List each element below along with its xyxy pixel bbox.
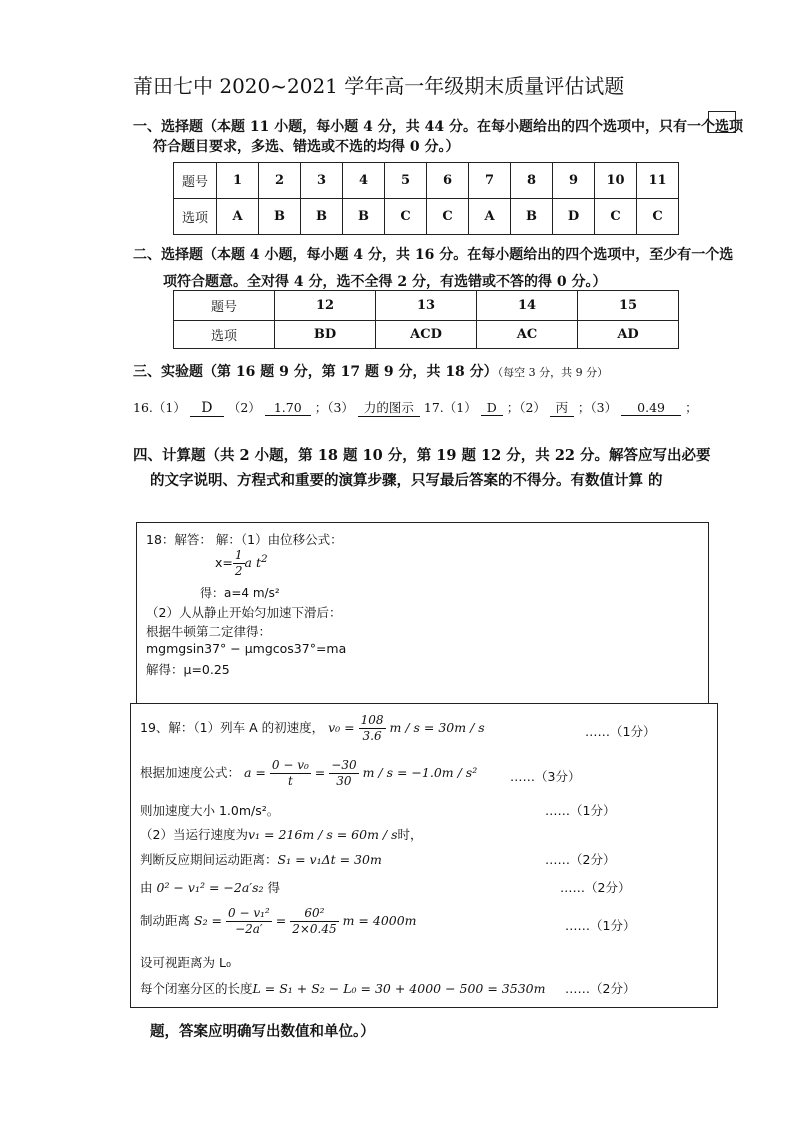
q18-line4: （2）人从静止开始匀加速下滑后： (146, 605, 342, 620)
fraction-denominator: t (287, 774, 293, 788)
q19-line4 (140, 825, 423, 843)
q16-part2-label: （2） (227, 400, 261, 415)
table-cell: 2 (259, 163, 301, 199)
fraction-numerator: −30 (331, 758, 357, 772)
table-cell: ACD (376, 321, 477, 349)
section2-answer-table (173, 290, 679, 349)
q19-eq: S₂ = (194, 913, 223, 928)
fraction-denominator: 2 (234, 564, 243, 578)
points-label: ……（1分） (565, 918, 636, 933)
q19-text: 根据加速度公式： (140, 765, 241, 780)
table-cell: B (259, 199, 301, 235)
table-cell: 14 (477, 291, 578, 321)
table-cell: C (595, 199, 637, 235)
fraction-denominator: −2a′ (235, 922, 263, 936)
section3-heading: 三、实验题（第 16 题 9 分，第 17 题 9 分，共 18 分） (133, 364, 498, 380)
table-cell: A (469, 199, 511, 235)
q19-line6 (140, 878, 280, 896)
page-title: 莆田七中 2020~2021 学年高一年级期末质量评估试题 (133, 74, 625, 98)
q19-text: 由 (140, 880, 153, 895)
q19-line7: 制动距离 S₂ = $\frac{\text{0 − v₁²}}{-2a'}$ = $\frac{\text{60²}}{2\times 0.45}$ m = 4000m (140, 906, 417, 936)
table-cell: 10 (595, 163, 637, 199)
q17-label: 17.（1） (423, 400, 477, 415)
table-cell: B (343, 199, 385, 235)
table-cell: AD (578, 321, 679, 349)
q19-line2 (140, 757, 477, 789)
q19-eq: v₁ = 216m / s = 60m / s (247, 827, 398, 842)
table-cell: BD (275, 321, 376, 349)
q17-part2-label: ；（2） (506, 400, 546, 415)
q18-line5: 根据牛顿第二定律得： (146, 624, 272, 639)
table-label: 题号 (174, 291, 275, 321)
q19-eq: a = (244, 765, 266, 780)
q19-eq: S₁ = v₁Δt = 30m (277, 852, 382, 867)
table-cell: 11 (637, 163, 679, 199)
fraction-denominator: 2×0.45 (292, 922, 337, 936)
table-cell: B (301, 199, 343, 235)
q19-line3: 则加速度大小 1.0m/s²。 (140, 803, 280, 818)
q19-text: 制动距离 (140, 913, 191, 928)
formula-x: x= (215, 555, 233, 570)
points-label: ……（2分） (560, 880, 631, 895)
table-cell: B (511, 199, 553, 235)
points-label: ……（3分） (510, 769, 581, 784)
q18-line6: mgmgsin37° − μmgcos37°=ma (146, 641, 347, 656)
section1-heading-cont: 符合题目要求，多选、错选或不选的均得 0 分。） (153, 139, 460, 155)
table-cell: 15 (578, 291, 679, 321)
answer-16-2: 1.70 (265, 400, 311, 416)
table-label: 选项 (174, 199, 217, 235)
q19-line5 (140, 850, 382, 868)
q19-line8: 设可视距离为 L₀ (140, 955, 231, 970)
section1-heading: 一、选择题（本题 11 小题，每小题 4 分，共 44 分。在每小题给出的四个选项中，只有一个选项 (133, 119, 743, 135)
fraction-numerator: 0 − v₀ (271, 758, 309, 772)
q19-eq: m / s = 30m / s (389, 720, 485, 735)
q19-eq: 0² − v₁² = −2a′s₂ (156, 880, 264, 895)
answer-17-2: 丙 (550, 398, 574, 417)
q18-line1: 18：解答： 解：（1）由位移公式： (146, 532, 343, 547)
table-cell: AC (477, 321, 578, 349)
q17-end: ； (685, 400, 698, 415)
q19-text: （2）当运行速度为 (140, 827, 248, 842)
q16-label: 16.（1） (133, 400, 186, 415)
q18-formula (215, 548, 268, 579)
answer-16-1: D (190, 400, 224, 417)
section2-heading: 二、选择题（本题 4 小题，每小题 4 分，共 16 分。在每小题给出的四个选项中，至少有一个选 (133, 247, 734, 263)
table-label: 题号 (174, 163, 217, 199)
table-cell: 7 (469, 163, 511, 199)
q19-eq: = (314, 765, 326, 780)
q19-text: 每个闭塞分区的长度 (140, 981, 253, 996)
table-cell: 5 (385, 163, 427, 199)
table-cell: 8 (511, 163, 553, 199)
q19-eq: m = 4000m (342, 913, 417, 928)
table-cell: C (637, 199, 679, 235)
table-cell: 9 (553, 163, 595, 199)
points-label: ……（2分） (565, 981, 636, 996)
q19-text: 时， (397, 827, 423, 842)
q19-eq: v₀ = (328, 720, 355, 735)
table-cell: 1 (217, 163, 259, 199)
answer-17-3: 0.49 (621, 400, 681, 416)
table-cell: 4 (343, 163, 385, 199)
section4-heading: 四、计算题（共 2 小题，第 18 题 10 分，第 19 题 12 分，共 22 分。解答应写出必要 (133, 447, 711, 464)
q17-part3-label: ；（3） (577, 400, 618, 415)
fraction-denominator: 3.6 (362, 729, 382, 743)
q19-line9 (140, 979, 545, 997)
blank-box (708, 111, 736, 133)
section4-heading-end: 题，答案应明确写出数值和单位。） (150, 1023, 375, 1040)
q19-text: 19、解：（1）列车 A 的初速度， (140, 720, 325, 735)
table-cell: 12 (275, 291, 376, 321)
table-cell: 6 (427, 163, 469, 199)
section1-answer-table (173, 162, 679, 235)
points-label: ……（1分） (545, 803, 616, 818)
fraction-numerator: 108 (360, 713, 384, 727)
q16-part3-label: ；（3） (314, 400, 354, 415)
table-cell: D (553, 199, 595, 235)
fraction-numerator: 1 (234, 548, 243, 562)
q19-eq: L = S₁ + S₂ − L₀ = 30 + 4000 − 500 = 3530m (252, 981, 546, 996)
table-cell: 13 (376, 291, 477, 321)
section2-heading-cont: 项符合题意。全对得 4 分，选不全得 2 分，有选错或不答的得 0 分。） (163, 274, 607, 290)
points-label: ……（2分） (545, 852, 616, 867)
q19-line1 (140, 712, 485, 744)
table-cell: C (385, 199, 427, 235)
table-cell: C (427, 199, 469, 235)
q18-line3: 得：a=4 m/s² (200, 586, 280, 600)
q19-eq: m / s = −1.0m / s² (362, 765, 478, 780)
q19-text: 得 (263, 880, 281, 895)
section3-note: （每空 3 分，共 9 分） (497, 366, 609, 379)
q18-line7: 解得：μ=0.25 (146, 662, 230, 677)
fraction-numerator: 60² (290, 906, 338, 922)
table-cell: A (217, 199, 259, 235)
formula-at: a t (244, 555, 261, 570)
answer-17-1: D (481, 400, 503, 416)
section3-answers (133, 398, 698, 417)
section4-heading-cont: 的文字说明、方程式和重要的演算步骤，只写最后答案的不得分。有数值计算 的 (150, 472, 663, 489)
q19-text: 判断反应期间运动距离： (140, 852, 278, 867)
answer-16-3: 力的图示 (358, 398, 420, 417)
formula-exponent: 2 (260, 552, 268, 565)
table-label: 选项 (174, 321, 275, 349)
fraction-denominator: 30 (336, 774, 352, 788)
section3-heading-row (133, 361, 608, 381)
points-label: ……（1分） (585, 724, 656, 739)
fraction-numerator: 0 − v₁² (228, 906, 270, 920)
table-cell: 3 (301, 163, 343, 199)
